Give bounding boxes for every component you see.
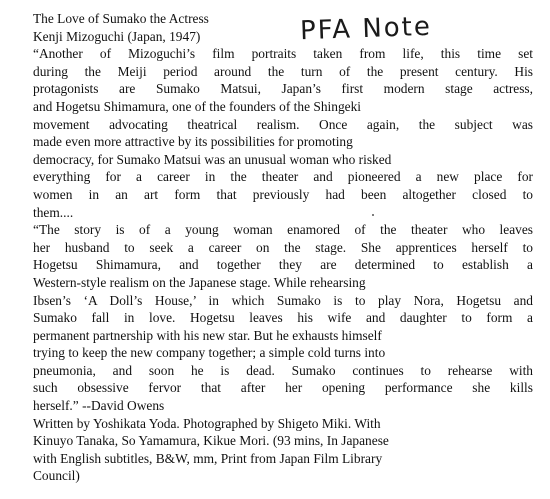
text-line: and Hogetsu Shimamura, one of the founders of the Shingeki	[33, 98, 362, 114]
text-line: Ibsen’s ‘A Doll’s House,’ in which Sumako is to play Nora, Hogetsu and	[33, 292, 533, 308]
text-line: democracy, for Sumako Matsui was an unusual woman who risked	[33, 151, 392, 167]
credits-line: Kinuyo Tanaka, So Yamamura, Kikue Mori. (93 mins, In Japanese	[33, 433, 389, 449]
text-line: women in an art form that previously had been altogether closed to	[33, 186, 533, 202]
text-line: everything for a career in the theater and pioneered a new place for	[33, 169, 533, 185]
text-line: Sumako fall in love. Hogetsu leaves his wife and daughter to form a	[33, 310, 533, 326]
text-line: during the Meiji period around the turn of the present century. His	[33, 63, 533, 79]
director-line: Kenji Mizoguchi (Japan, 1947)	[33, 28, 201, 44]
text-line: such obsessive fervor that after her opening performance she kills	[33, 380, 533, 396]
credits-line: Written by Yoshikata Yoda. Photographed by Shigeto Miki. With	[33, 415, 381, 431]
text-line: made even more attractive by its possibilities for promoting	[33, 134, 353, 150]
credits-line: Council)	[33, 468, 80, 484]
text-line: her husband to seek a career on the stage. She apprentices herself to	[33, 239, 533, 255]
attribution-line: herself.” --David Owens	[33, 398, 165, 414]
text-line: Hogetsu Shimamura, and together they are determined to establish a	[33, 257, 533, 273]
text-line: “The story is of a young woman enamored of the theater who leaves	[33, 222, 533, 238]
text-line: protagonists are Sumako Matsui, Japan’s first modern stage actress,	[33, 81, 533, 97]
text-line: permanent partnership with his new star. But he exhausts himself	[33, 327, 382, 343]
handwritten-note: PFA Note	[299, 11, 433, 47]
text-line: “Another of Mizoguchi’s film portraits taken from life, this time set	[33, 46, 533, 62]
program-note	[33, 10, 533, 485]
text-line: pneumonia, and soon he is dead. Sumako continues to rehearse with	[33, 362, 533, 378]
credits-line: with English subtitles, B&W, mm, Print from Japan Film Library	[33, 450, 383, 466]
text-line: Western-style realism on the Japanese stage. While rehearsing	[33, 274, 366, 290]
film-title: The Love of Sumako the Actress	[33, 11, 209, 26]
text-line: movement advocating theatrical realism. Once again, the subject was	[33, 116, 533, 132]
text-line: trying to keep the new company together; a simple cold turns into	[33, 345, 386, 361]
text-line: them....	[33, 204, 74, 220]
